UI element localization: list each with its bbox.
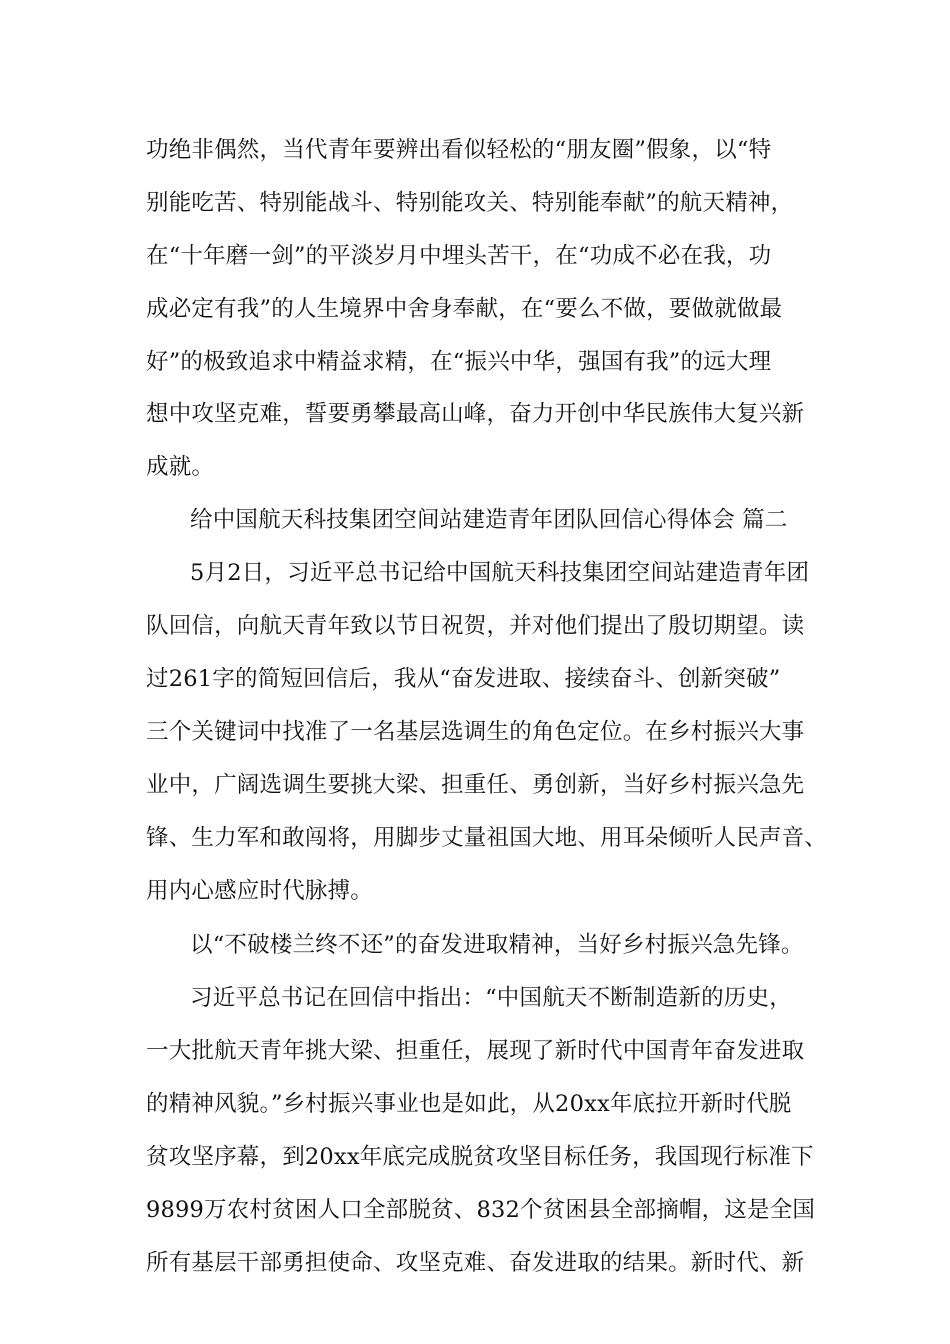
text-line: 的精神风貌。”乡村振兴事业也是如此，从20xx年底拉开新时代脱 <box>146 1091 792 1117</box>
text-line: 以“不破楼兰终不还”的奋发进取精神，当好乡村振兴急先锋。 <box>190 932 804 958</box>
text-line: 别能吃苦、特别能战斗、特别能攻关、特别能奉献”的航天精神， <box>146 190 794 216</box>
text-line: 5月2日，习近平总书记给中国航天科技集团空间站建造青年团 <box>190 560 810 586</box>
text-line: 功绝非偶然，当代青年要辨出看似轻松的“朋友圈”假象，以“特 <box>146 137 772 163</box>
text-line: 锋、生力军和敢闯将，用脚步丈量祖国大地、用耳朵倾听人民声音、 <box>146 825 828 851</box>
text-line: 三个关键词中找准了一名基层选调生的角色定位。在乡村振兴大事 <box>146 719 805 745</box>
text-line: 过261字的简短回信后，我从“奋发进取、接续奋斗、创新突破” <box>146 666 781 692</box>
section-heading: 给中国航天科技集团空间站建造青年团队回信心得体会 篇二 <box>190 507 788 533</box>
text-line: 成必定有我”的人生境界中舍身奉献，在“要么不做，要做就做最 <box>146 296 783 322</box>
text-line: 一大批航天青年挑大梁、担重任，展现了新时代中国青年奋发进取 <box>146 1038 805 1064</box>
text-line: 在“十年磨一剑”的平淡岁月中埋头苦干，在“功成不必在我，功 <box>146 243 772 269</box>
text-line: 贫攻坚序幕，到20xx年底完成脱贫攻坚目标任务，我国现行标准下 <box>146 1144 814 1170</box>
text-line: 想中攻坚克难，誓要勇攀最高山峰，奋力开创中华民族伟大复兴新 <box>146 401 805 427</box>
text-line: 习近平总书记在回信中指出：“中国航天不断制造新的历史， <box>190 985 792 1011</box>
text-line: 所有基层干部勇担使命、攻坚克难、奋发进取的结果。新时代、新 <box>146 1250 805 1276</box>
text-line: 9899万农村贫困人口全部脱贫、832个贫困县全部摘帽，这是全国 <box>146 1197 816 1223</box>
text-line: 用内心感应时代脉搏。 <box>146 878 374 904</box>
text-line: 好”的极致追求中精益求精，在“振兴中华，强国有我”的远大理 <box>146 349 772 375</box>
text-line: 成就。 <box>146 454 215 480</box>
text-line: 队回信，向航天青年致以节日祝贺，并对他们提出了殷切期望。读 <box>146 613 805 639</box>
text-line: 业中，广阔选调生要挑大梁、担重任、勇创新，当好乡村振兴急先 <box>146 772 805 798</box>
